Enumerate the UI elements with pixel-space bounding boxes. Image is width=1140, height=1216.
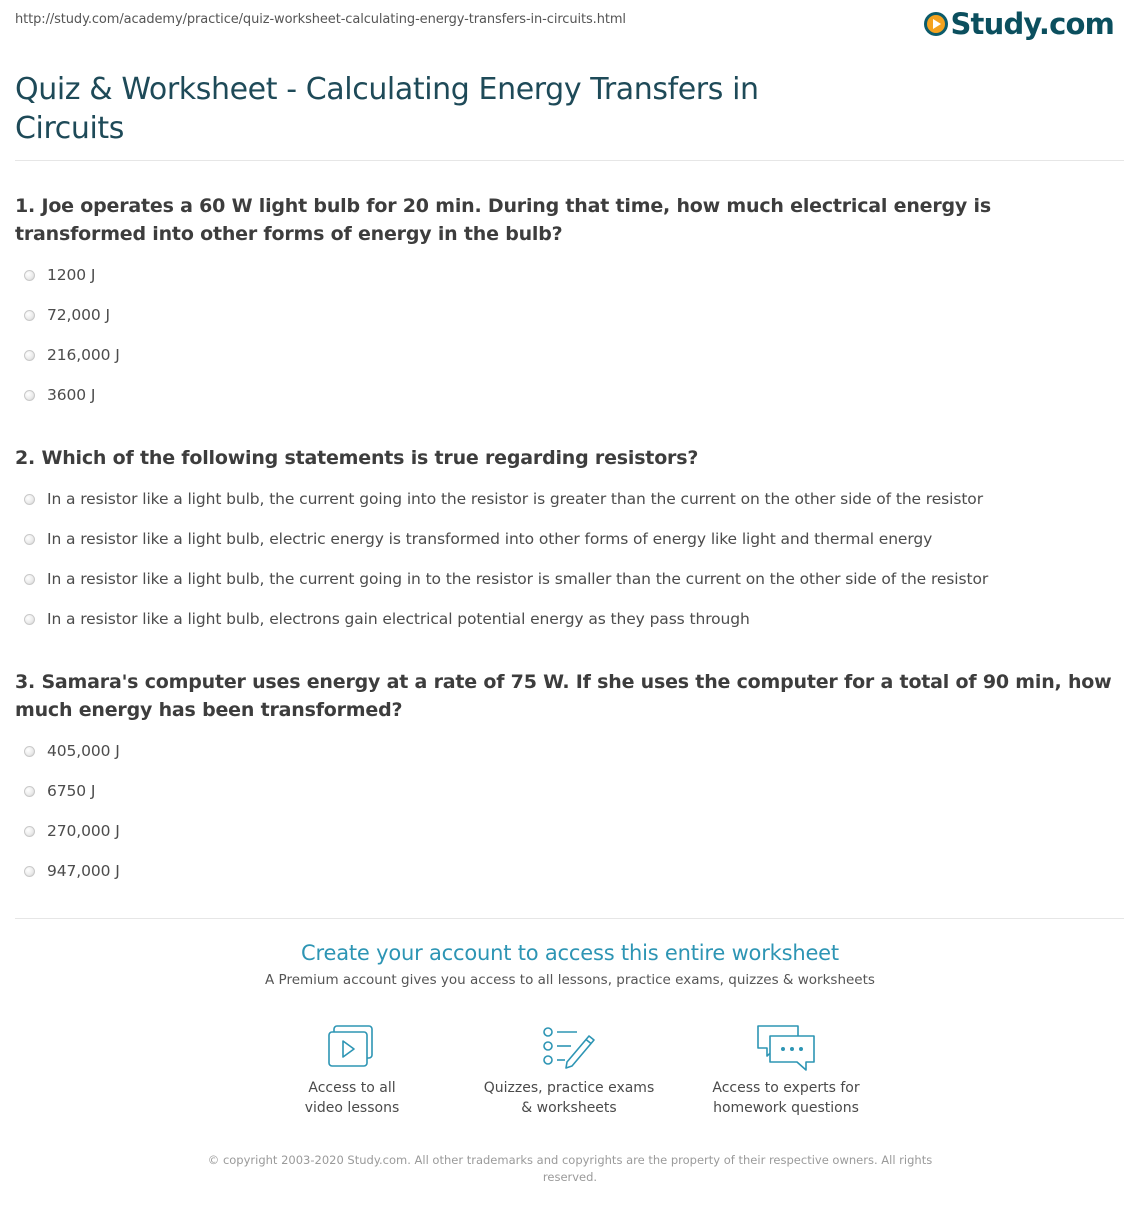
radio-icon[interactable] — [24, 310, 35, 321]
feature-label-line: Access to experts for — [712, 1080, 860, 1096]
video-lessons-icon — [326, 1022, 378, 1072]
page-title: Quiz & Worksheet - Calculating Energy Transfers in Circuits — [15, 72, 759, 146]
answer-label: 947,000 J — [47, 862, 120, 880]
chat-experts-icon — [754, 1022, 818, 1072]
radio-icon[interactable] — [24, 866, 35, 877]
answer-label: 6750 J — [47, 782, 96, 800]
answer-list-1 — [24, 255, 120, 415]
answer-option[interactable] — [24, 255, 120, 295]
answer-option[interactable] — [24, 519, 988, 559]
answer-label: In a resistor like a light bulb, electrons gain electrical potential energy as they pass through — [47, 610, 750, 628]
answer-label: 72,000 J — [47, 306, 110, 324]
title-divider — [15, 160, 1124, 161]
feature-label — [469, 1078, 669, 1118]
feature-label-line: homework questions — [713, 1100, 859, 1116]
answer-label: In a resistor like a light bulb, the current going into the resistor is greater than the current on the other side of the resistor — [47, 490, 983, 508]
answer-label: In a resistor like a light bulb, the current going in to the resistor is smaller than the current on the other side of the resistor — [47, 570, 989, 588]
answer-option[interactable] — [24, 731, 120, 771]
answer-option[interactable] — [24, 295, 120, 335]
answer-option[interactable] — [24, 851, 120, 891]
answer-option[interactable] — [24, 771, 120, 811]
feature-label-line: & worksheets — [521, 1100, 617, 1116]
question-2: 2. Which of the following statements is true regarding resistors? — [15, 447, 699, 469]
radio-icon[interactable] — [24, 494, 35, 505]
cta-subtitle: A Premium account gives you access to all lessons, practice exams, quizzes & worksheets — [265, 972, 875, 988]
radio-icon[interactable] — [24, 270, 35, 281]
feature-label — [686, 1078, 886, 1118]
feature-quizzes — [469, 1022, 669, 1118]
answer-option[interactable] — [24, 335, 120, 375]
radio-icon[interactable] — [24, 574, 35, 585]
feature-label — [252, 1078, 452, 1118]
page-url: http://study.com/academy/practice/quiz-worksheet-calculating-energy-transfers-in-circuits.html — [15, 12, 626, 27]
answer-label: 405,000 J — [47, 742, 120, 760]
play-logo-icon — [924, 12, 948, 36]
study-logo[interactable] — [924, 7, 1114, 41]
feature-experts — [686, 1022, 886, 1118]
radio-icon[interactable] — [24, 826, 35, 837]
answer-label: 216,000 J — [47, 346, 120, 364]
feature-label-line: Access to all — [308, 1080, 396, 1096]
answer-option[interactable] — [24, 811, 120, 851]
radio-icon[interactable] — [24, 350, 35, 361]
answer-label: 270,000 J — [47, 822, 120, 840]
radio-icon[interactable] — [24, 534, 35, 545]
radio-icon[interactable] — [24, 786, 35, 797]
radio-icon[interactable] — [24, 390, 35, 401]
copyright-notice: © copyright 2003-2020 Study.com. All other trademarks and copyrights are the property of their respective owners. All rights reserved. — [207, 1153, 933, 1184]
feature-label-line: Quizzes, practice exams — [483, 1080, 655, 1096]
answer-label: In a resistor like a light bulb, electric energy is transformed into other forms of energy like light and thermal energy — [47, 530, 933, 548]
answer-option[interactable] — [24, 375, 120, 415]
cta-title-link[interactable]: Create your account to access this entire worksheet — [301, 941, 839, 965]
question-1: 1. Joe operates a 60 W light bulb for 20 min. During that time, how much electrical energy is transformed into other forms of energy in the bulb? — [15, 195, 991, 245]
answer-option[interactable] — [24, 559, 988, 599]
answer-option[interactable] — [24, 599, 988, 639]
answer-label: 1200 J — [47, 266, 96, 284]
answer-list-3 — [24, 731, 120, 891]
answer-list-2 — [24, 479, 988, 639]
radio-icon[interactable] — [24, 614, 35, 625]
feature-label-line: video lessons — [304, 1100, 400, 1116]
answer-option[interactable] — [24, 479, 988, 519]
cta-divider — [15, 918, 1124, 919]
question-3: 3. Samara's computer uses energy at a rate of 75 W. If she uses the computer for a total of 90 min, how much energy has been transformed? — [15, 671, 1112, 721]
feature-video-lessons — [252, 1022, 452, 1118]
answer-label: 3600 J — [47, 386, 96, 404]
quiz-checklist-icon — [541, 1022, 597, 1072]
logo-text: Study.com — [950, 7, 1114, 41]
radio-icon[interactable] — [24, 746, 35, 757]
